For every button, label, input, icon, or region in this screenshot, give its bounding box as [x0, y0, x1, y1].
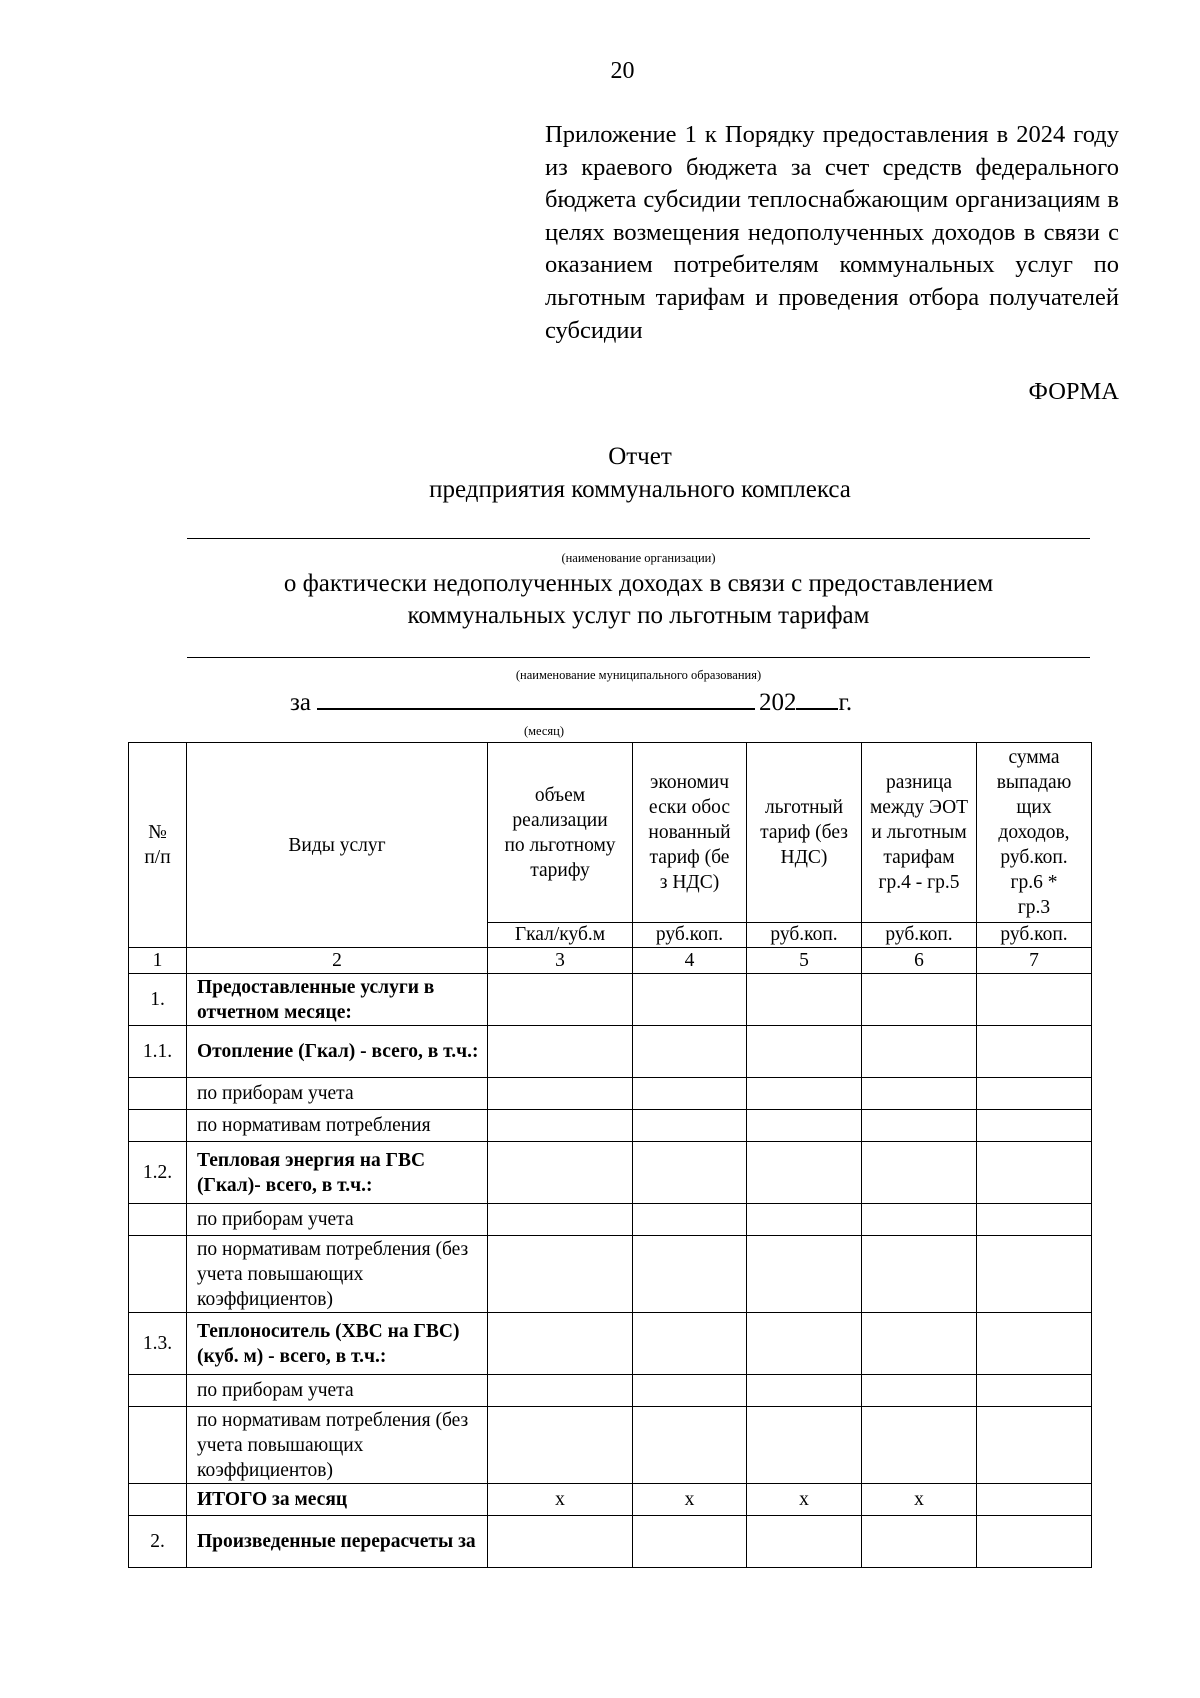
value-cell[interactable] — [977, 1313, 1092, 1375]
row-label: по нормативам потребления — [187, 1110, 488, 1142]
row-label: ИТОГО за месяц — [187, 1484, 488, 1516]
value-cell[interactable] — [488, 1313, 633, 1375]
row-label: Предоставленные услуги в отчетном месяце: — [187, 974, 488, 1026]
row-label: по приборам учета — [187, 1078, 488, 1110]
value-cell[interactable] — [862, 974, 977, 1026]
value-cell[interactable] — [747, 1375, 862, 1407]
appendix-header — [545, 119, 1119, 347]
row-label: Отопление (Гкал) - всего, в т.ч.: — [187, 1026, 488, 1078]
row-number — [129, 1375, 187, 1407]
value-cell[interactable] — [633, 974, 747, 1026]
column-number: 1 — [129, 948, 187, 974]
value-cell[interactable] — [977, 1026, 1092, 1078]
unit-col6: руб.коп. — [862, 923, 977, 948]
value-cell[interactable] — [977, 1516, 1092, 1568]
value-cell[interactable] — [747, 1236, 862, 1313]
row-label: Теплоноситель (ХВС на ГВС) (куб. м) - всего, в т.ч.: — [187, 1313, 488, 1375]
value-cell[interactable] — [747, 1110, 862, 1142]
table-row — [129, 1026, 1092, 1078]
header-num: № п/п — [129, 743, 187, 948]
organization-name-line[interactable] — [187, 538, 1090, 539]
column-number: 3 — [488, 948, 633, 974]
header-economic-tariff: экономически обоснованный тариф (без НДС) — [633, 743, 747, 923]
month-blank-field[interactable] — [317, 686, 755, 710]
row-number — [129, 1484, 187, 1516]
value-cell[interactable] — [862, 1236, 977, 1313]
value-cell[interactable] — [633, 1078, 747, 1110]
table-row — [129, 1313, 1092, 1375]
value-cell[interactable] — [862, 1407, 977, 1484]
table-row — [129, 1142, 1092, 1204]
value-cell[interactable] — [488, 1236, 633, 1313]
row-number: 1.1. — [129, 1026, 187, 1078]
header-row — [129, 743, 1092, 923]
period-prefix: за — [290, 689, 311, 716]
value-cell[interactable] — [977, 1110, 1092, 1142]
row-number: 1. — [129, 974, 187, 1026]
value-cell[interactable] — [747, 1026, 862, 1078]
report-subtitle: предприятия коммунального комплекса — [429, 476, 851, 503]
value-cell[interactable] — [488, 974, 633, 1026]
value-cell[interactable] — [747, 1204, 862, 1236]
table-row — [129, 1110, 1092, 1142]
row-number — [129, 1110, 187, 1142]
row-number: 1.2. — [129, 1142, 187, 1204]
row-number: 1.3. — [129, 1313, 187, 1375]
value-cell[interactable] — [633, 1110, 747, 1142]
value-cell[interactable] — [488, 1407, 633, 1484]
value-cell[interactable] — [633, 1142, 747, 1204]
value-cell[interactable] — [862, 1110, 977, 1142]
value-cell[interactable] — [633, 1236, 747, 1313]
value-cell[interactable] — [488, 1078, 633, 1110]
value-cell[interactable] — [977, 1484, 1092, 1516]
report-subject-line2: коммунальных услуг по льготным тарифам — [407, 602, 870, 629]
header-lost-revenue: сумма выпадаю щих доходов, руб.коп. гр.6 * гр.3 — [977, 743, 1092, 923]
total-mark-col6: х — [862, 1484, 977, 1516]
unit-col3: Гкал/куб.м — [488, 923, 633, 948]
value-cell[interactable] — [633, 1375, 747, 1407]
value-cell[interactable] — [633, 1407, 747, 1484]
value-cell[interactable] — [862, 1375, 977, 1407]
value-cell[interactable] — [747, 1516, 862, 1568]
value-cell[interactable] — [862, 1204, 977, 1236]
report-table — [128, 742, 1092, 1568]
header-difference: разница между ЭОТ и льготным тарифам гр.4 - гр.5 — [862, 743, 977, 923]
organization-name-hint: (наименование организации) — [561, 551, 716, 565]
page-number: 20 — [610, 58, 635, 84]
total-row — [129, 1484, 1092, 1516]
column-number: 4 — [633, 948, 747, 974]
year-blank-field[interactable] — [796, 686, 838, 710]
total-mark-col4: х — [633, 1484, 747, 1516]
form-label: ФОРМА — [1028, 378, 1119, 405]
column-number: 7 — [977, 948, 1092, 974]
value-cell[interactable] — [977, 1236, 1092, 1313]
value-cell[interactable] — [747, 1407, 862, 1484]
value-cell[interactable] — [747, 974, 862, 1026]
report-title: Отчет — [608, 443, 672, 470]
row-label: Произведенные перерасчеты за — [187, 1516, 488, 1568]
unit-col4: руб.коп. — [633, 923, 747, 948]
value-cell[interactable] — [977, 1142, 1092, 1204]
value-cell[interactable] — [747, 1142, 862, 1204]
period-year-suffix: г. — [838, 689, 853, 716]
value-cell[interactable] — [977, 974, 1092, 1026]
row-number — [129, 1078, 187, 1110]
row-label: по приборам учета — [187, 1375, 488, 1407]
value-cell[interactable] — [747, 1078, 862, 1110]
value-cell[interactable] — [633, 1026, 747, 1078]
value-cell[interactable] — [633, 1313, 747, 1375]
municipality-name-hint: (наименование муниципального образования) — [515, 668, 762, 682]
value-cell[interactable] — [633, 1204, 747, 1236]
table-row — [129, 1078, 1092, 1110]
value-cell[interactable] — [488, 1110, 633, 1142]
period-year-prefix: 202 — [758, 689, 797, 716]
row-number — [129, 1407, 187, 1484]
value-cell[interactable] — [977, 1375, 1092, 1407]
table-row — [129, 1236, 1092, 1313]
value-cell[interactable] — [862, 1313, 977, 1375]
value-cell[interactable] — [747, 1313, 862, 1375]
table-row — [129, 1375, 1092, 1407]
table-row — [129, 1407, 1092, 1484]
value-cell[interactable] — [862, 1078, 977, 1110]
appendix-text: Приложение 1 к Порядку предоставления в 2024 году из краевого бюджета за счет средств федерального бюджета субсидии теплоснабжающим организациям в целях возмещения недополученных доходов в связи с оказанием потребителям коммунальных услуг по льготным тарифам и проведения отбора получателей субсидии — [545, 121, 1119, 344]
row-number — [129, 1204, 187, 1236]
row-label: по приборам учета — [187, 1204, 488, 1236]
municipality-name-line[interactable] — [187, 657, 1090, 658]
table-row — [129, 1204, 1092, 1236]
value-cell[interactable] — [488, 1026, 633, 1078]
header-preferential-tariff: льготный тариф (без НДС) — [747, 743, 862, 923]
row-label: Тепловая энергия на ГВС (Гкал)- всего, в т.ч.: — [187, 1142, 488, 1204]
total-mark-col5: х — [747, 1484, 862, 1516]
total-mark-col3: х — [488, 1484, 633, 1516]
row-label: по нормативам потребления (без учета повышающих коэффициентов) — [187, 1236, 488, 1313]
report-subject-line1: о фактически недополученных доходах в связи с предоставлением — [283, 570, 994, 597]
table-row — [129, 974, 1092, 1026]
row-number — [129, 1236, 187, 1313]
value-cell[interactable] — [488, 1516, 633, 1568]
row-label: по нормативам потребления (без учета повышающих коэффициентов) — [187, 1407, 488, 1484]
unit-col7: руб.коп. — [977, 923, 1092, 948]
table-row — [129, 1516, 1092, 1568]
header-volume: объем реализации по льготному тарифу — [488, 743, 633, 923]
column-numbers-row — [129, 948, 1092, 974]
value-cell[interactable] — [862, 1026, 977, 1078]
value-cell[interactable] — [633, 1516, 747, 1568]
value-cell[interactable] — [977, 1078, 1092, 1110]
report-subject — [187, 568, 1090, 632]
row-number: 2. — [129, 1516, 187, 1568]
report-period — [290, 686, 852, 718]
value-cell[interactable] — [488, 1204, 633, 1236]
column-number: 5 — [747, 948, 862, 974]
value-cell[interactable] — [862, 1516, 977, 1568]
header-services: Виды услуг — [187, 743, 488, 948]
value-cell[interactable] — [488, 1142, 633, 1204]
value-cell[interactable] — [977, 1407, 1092, 1484]
value-cell[interactable] — [977, 1204, 1092, 1236]
column-number: 6 — [862, 948, 977, 974]
month-hint: (месяц) — [523, 724, 565, 738]
column-number: 2 — [187, 948, 488, 974]
unit-col5: руб.коп. — [747, 923, 862, 948]
value-cell[interactable] — [862, 1142, 977, 1204]
value-cell[interactable] — [488, 1375, 633, 1407]
